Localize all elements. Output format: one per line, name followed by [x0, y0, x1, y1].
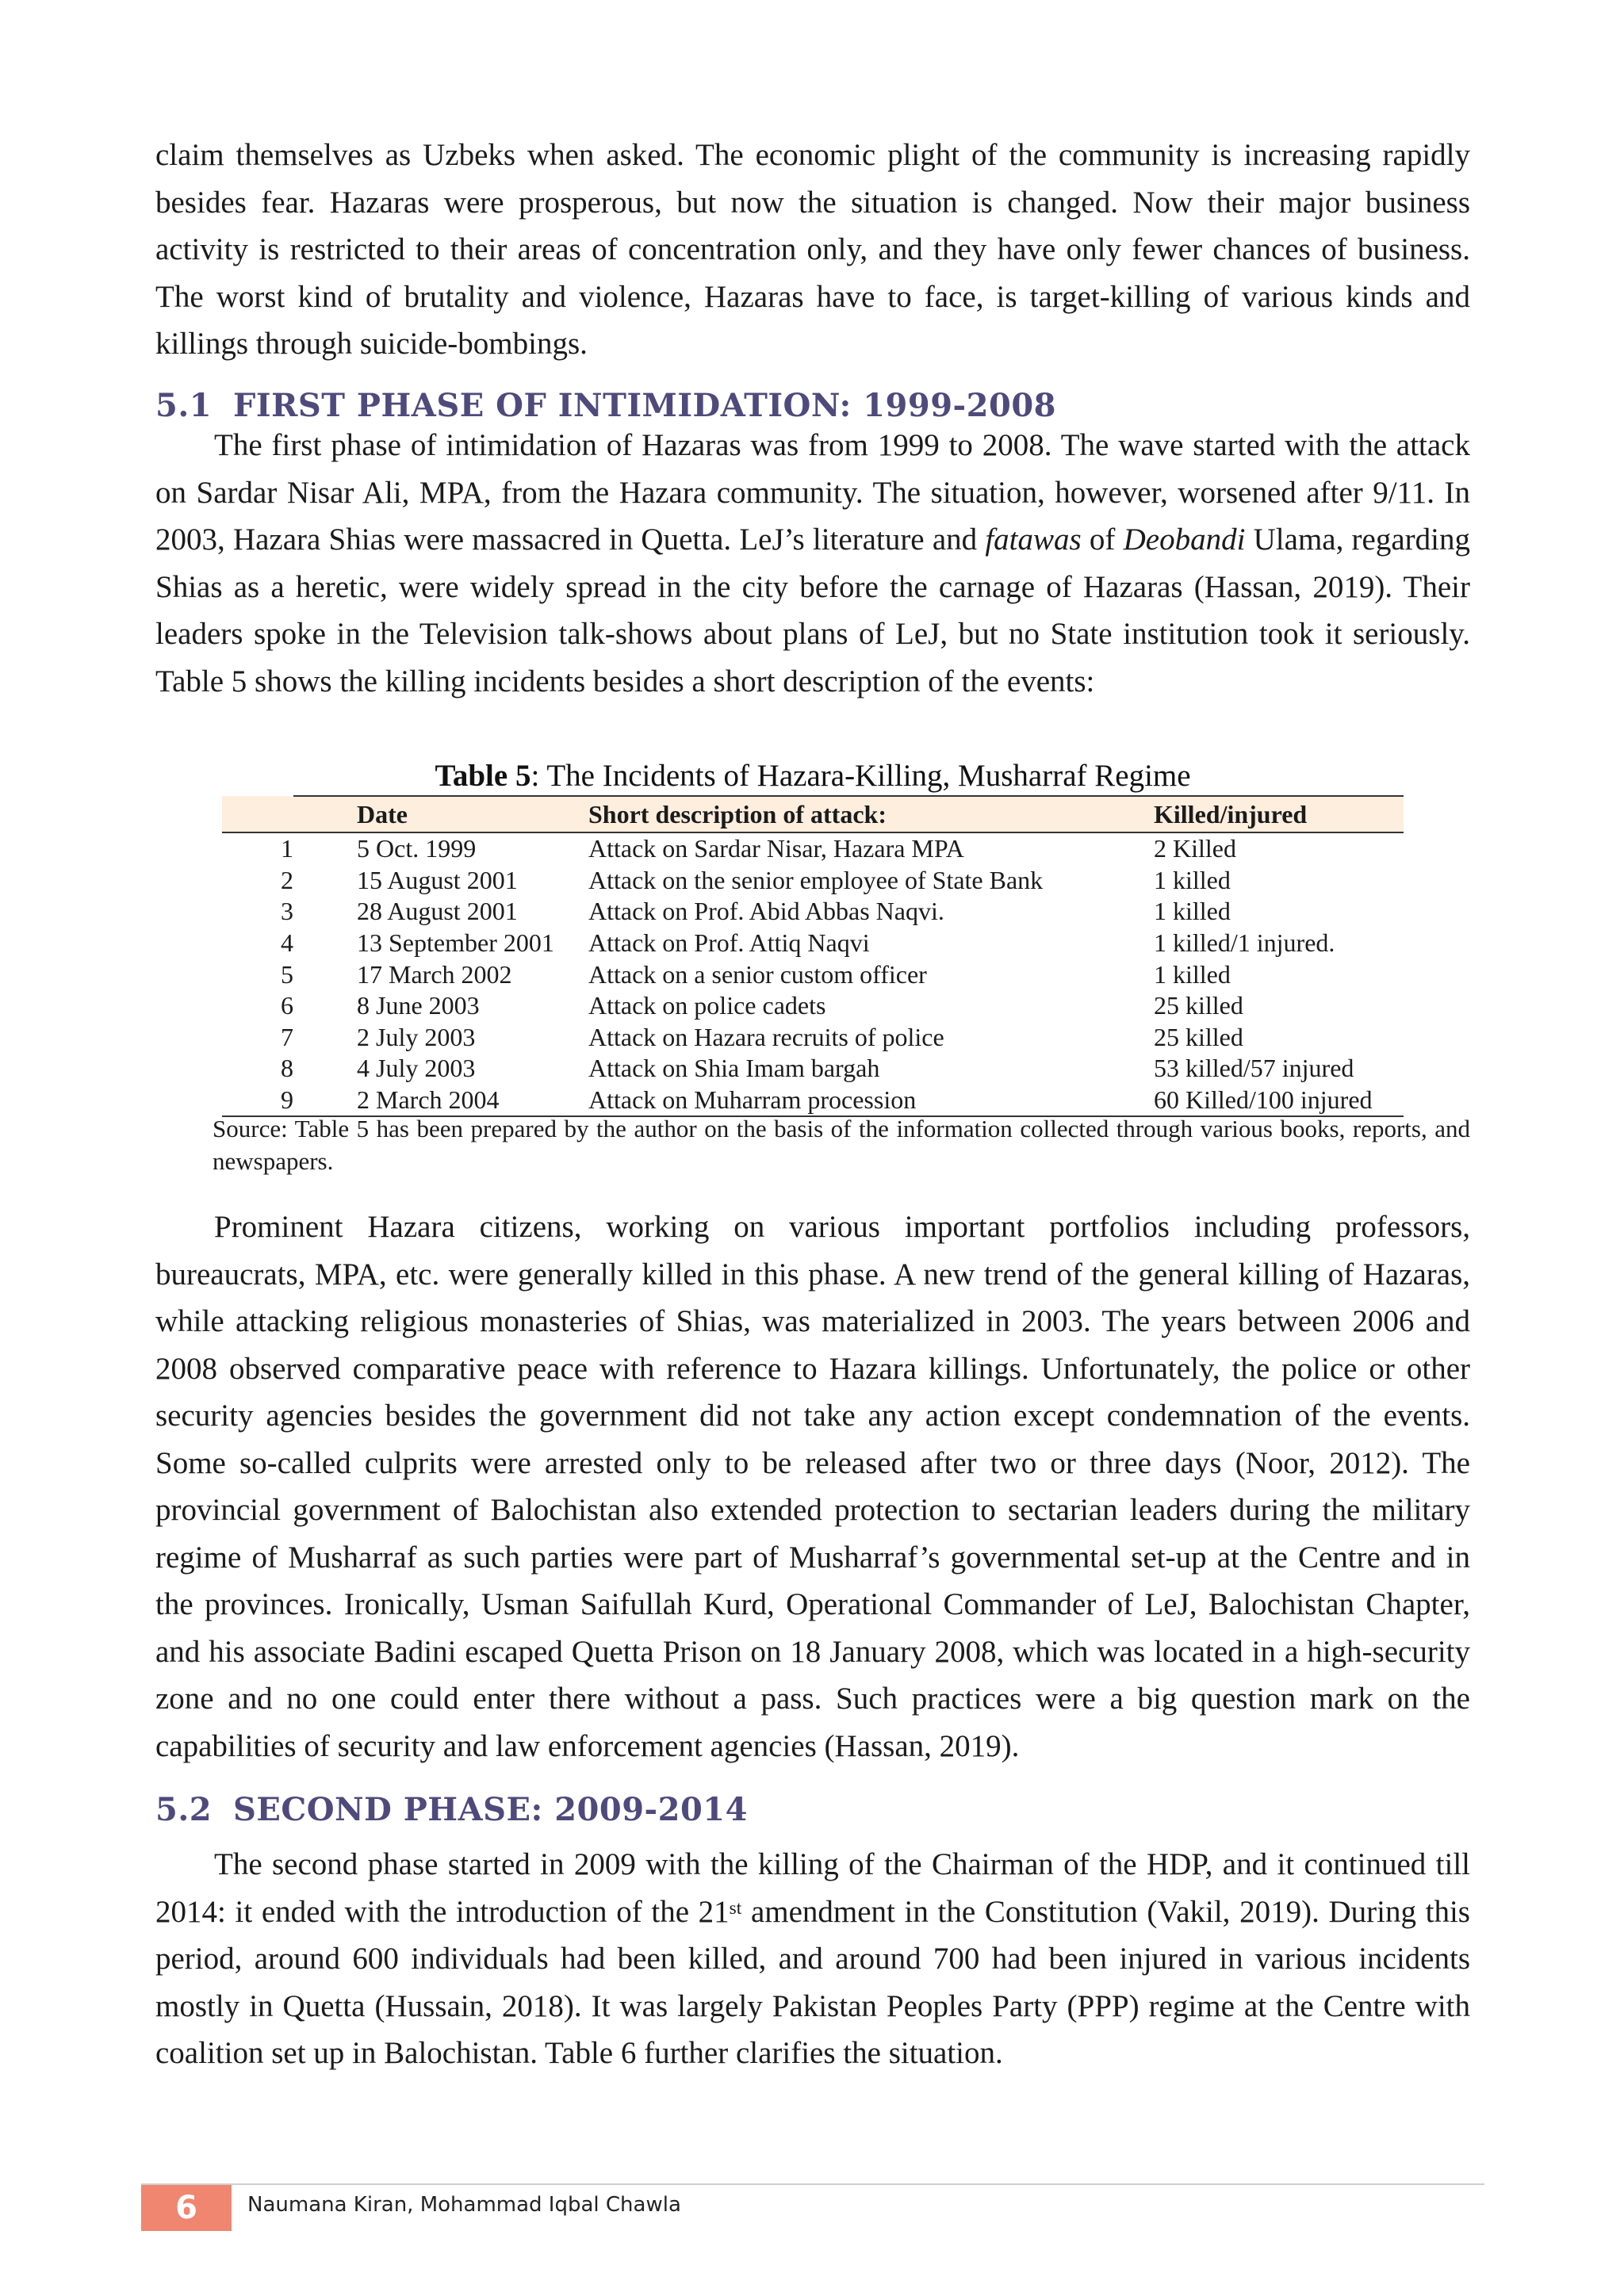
section-number: 5.1 [155, 387, 213, 424]
header-date: Date [293, 796, 588, 832]
paragraph [155, 1841, 1470, 2077]
italic-term: fatawas [985, 522, 1082, 557]
row-description: Attack on Muharram procession [588, 1085, 1154, 1117]
row-date: 2 March 2004 [293, 1085, 588, 1117]
intro-text: claim themselves as Uzbeks when asked. The economic plight of the community is increasing rapidly besides fear. Hazaras were prosperous, but now the situation is changed. Now their major business activity is restricted to their areas of concentration only, and they have only fewer chances of business. The worst kind of brutality and violence, Hazaras have to face, is target-killing of various kinds and killings through suicide-bombings. [155, 138, 1470, 361]
row-description: Attack on Prof. Abid Abbas Naqvi. [588, 897, 944, 926]
table-row [222, 865, 1404, 897]
row-date: 5 Oct. 1999 [357, 834, 477, 863]
row-date: 8 June 2003 [357, 991, 480, 1020]
section-number: 5.2 [155, 1791, 213, 1828]
row-description: Attack on Shia Imam bargah [588, 1054, 880, 1083]
row-index: 4 [281, 928, 293, 958]
row-date: 2 July 2003 [357, 1022, 476, 1051]
section-title: FIRST PHASE OF INTIMIDATION: 1999-2008 [233, 387, 1056, 424]
row-index: 2 [281, 865, 293, 894]
row-description: Attack on Hazara recruits of police [588, 1022, 944, 1051]
row-index: 8 [281, 1054, 293, 1083]
table-row [222, 959, 1404, 990]
row-description: Attack on the senior employee of State Bank [588, 865, 1044, 894]
text-run: Ulama, regarding Shias as a heretic, were widely spread in the city before the carnage of Hazaras (Hassan, 2019). Their leaders spoke in the Television talk-shows about plans of LeJ, but no State institution took it seriously. Table 5 shows the killing incidents besides a short description of the events: [155, 522, 1470, 698]
text-run: The second phase started in 2009 with the killing of the Chairman of the HDP, and it continued till 2014: it ended with the introduction of the 21 [155, 1847, 1470, 1929]
row-index: 5 [281, 959, 293, 989]
row-killed: 1 killed [1154, 865, 1231, 894]
row-killed: 1 killed/1 injured. [1154, 928, 1335, 958]
row-index: 3 [281, 897, 293, 926]
row-killed: 25 killed [1154, 1022, 1243, 1051]
row-date: 17 March 2002 [357, 959, 512, 989]
table-row [222, 896, 1404, 928]
table-title: : The Incidents of Hazara-Killing, Musharraf Regime [530, 759, 1191, 793]
row-killed: 1 killed [1154, 897, 1231, 926]
section-5-1-paragraph-2 [155, 1203, 1470, 1770]
table-row [222, 1053, 1404, 1085]
row-date: 28 August 2001 [357, 897, 518, 926]
row-date: 4 July 2003 [357, 1054, 476, 1083]
row-date: 13 September 2001 [357, 928, 554, 958]
footer-authors: Naumana Kiran, Mohammad Iqbal Chawla [247, 2193, 681, 2217]
superscript: st [729, 1897, 742, 1919]
text-run: The first phase of intimidation of Hazaras was from 1999 to 2008. The wave started with the attack on Sardar Nisar Ali, MPA, from the Hazara community. The situation, however, worsened after 9/11. In 2003, Hazara Shias were massacred in Quetta. LeJ’s literature and [155, 428, 1470, 557]
text-run: of [1081, 522, 1124, 557]
section-heading-5-2 [155, 1791, 748, 1828]
row-killed: 53 killed/57 injured [1154, 1054, 1354, 1083]
row-description: Attack on Prof. Attiq Naqvi [588, 928, 870, 958]
row-killed: 25 killed [1154, 991, 1243, 1020]
incidents-table [222, 795, 1404, 1117]
table-row [222, 928, 1404, 959]
row-killed: 60 Killed/100 injured [1154, 1085, 1404, 1117]
text-run: amendment in the Constitution (Vakil, 2019). During this period, around 600 individuals had been killed, and around 700 had been injured in various incidents mostly in Quetta (Hussain, 2018). It was largely Pakistan Peoples Party (PPP) regime at the Centre with coalition set up in Balochistan. Table 6 further clarifies the situation. [155, 1894, 1470, 2070]
table-row [222, 1022, 1404, 1054]
section-heading-5-1 [155, 387, 1056, 424]
table-row [222, 990, 1404, 1022]
row-description: Attack on a senior custom officer [588, 959, 927, 989]
table-label: Table 5 [435, 759, 531, 793]
row-index: 1 [281, 834, 293, 863]
row-killed: 2 Killed [1154, 834, 1236, 863]
section-5-2-paragraph [155, 1841, 1470, 2077]
row-date: 15 August 2001 [357, 865, 518, 894]
intro-paragraph [155, 132, 1470, 368]
page-number: 6 [141, 2185, 232, 2231]
header-description: Short description of attack: [588, 796, 1154, 832]
row-description: Attack on police cadets [588, 991, 826, 1020]
row-index: 7 [281, 1022, 293, 1051]
table-source-note: Source: Table 5 has been prepared by the author on the basis of the information collected through various books, reports, and newspapers. [213, 1115, 1470, 1175]
header-index [222, 796, 293, 832]
section-5-1-paragraph-1 [155, 422, 1470, 705]
section-title: SECOND PHASE: 2009-2014 [233, 1791, 748, 1828]
paragraph [155, 422, 1470, 705]
table-caption [222, 758, 1404, 794]
footer-divider [141, 2183, 1484, 2185]
italic-term: Deobandi [1123, 522, 1246, 557]
row-killed: 1 killed [1154, 959, 1231, 989]
table-header-row [222, 796, 1404, 832]
row-index: 6 [281, 991, 293, 1020]
header-killed: Killed/injured [1154, 796, 1404, 832]
row-description: Attack on Sardar Nisar, Hazara MPA [588, 834, 964, 863]
row-index: 9 [222, 1085, 293, 1117]
table-row [222, 832, 1404, 865]
paragraph: Prominent Hazara citizens, working on various important portfolios including professors, bureaucrats, MPA, etc. were generally killed in this phase. A new trend of the general killing of Hazaras, while attacking religious monasteries of Shias, was materialized in 2003. The years between 2006 and 2008 observed comparative peace with reference to Hazara killings. Unfortunately, the police or other security agencies besides the government did not take any action except condemnation of the events. Some so-called culprits were arrested only to be released after two or three days (Noor, 2012). The provincial government of Balochistan also extended protection to sectarian leaders during the military regime of Musharraf as such parties were part of Musharraf’s governmental set-up at the Centre and in the provinces. Ironically, Usman Saifullah Kurd, Operational Commander of LeJ, Balochistan Chapter, and his associate Badini escaped Quetta Prison on 18 January 2008, which was located in a high-security zone and no one could enter there without a pass. Such practices were a big question mark on the capabilities of security and law enforcement agencies (Hassan, 2019). [155, 1210, 1470, 1763]
